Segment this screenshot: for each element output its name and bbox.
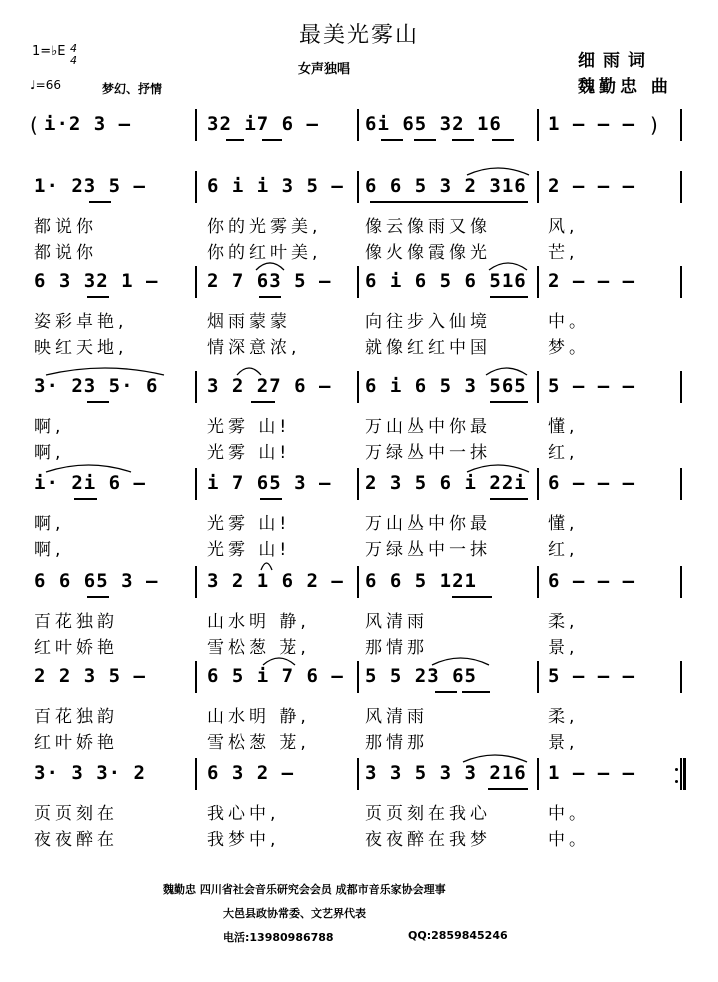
- bar-line: [195, 371, 197, 403]
- song-title: 最美光雾山: [298, 23, 419, 48]
- measure-notes: 6 3 32 1 –: [34, 270, 159, 292]
- measure-notes: 1 – – –: [548, 762, 636, 784]
- measure-notes: 6 5 i 7 6 –: [207, 665, 344, 687]
- measure-notes: 2 7 63 5 –: [207, 270, 332, 292]
- measure-notes: 6 6 5 3 2 316: [365, 175, 527, 197]
- song-subtitle: 女声独唱: [298, 62, 351, 77]
- measure-notes: 1· 23 5 –: [34, 175, 146, 197]
- bar-line: [195, 171, 197, 203]
- measure-notes: 1 – – –: [548, 113, 636, 135]
- beam-underline: [262, 139, 282, 141]
- bar-line: [357, 171, 359, 203]
- lyric-verse-1: 百花独韵: [34, 707, 118, 727]
- lyric-verse-2: 都说你: [34, 243, 97, 263]
- bar-line: [680, 468, 682, 500]
- beam-underline: [452, 596, 492, 598]
- bar-line: [537, 371, 539, 403]
- lyric-verse-2: 中。: [548, 830, 590, 850]
- lyric-verse-2: 你的红叶美,: [207, 243, 322, 263]
- score-system: [0, 375, 718, 463]
- beam-underline: [259, 296, 281, 298]
- beam-underline: [414, 139, 436, 141]
- lyric-verse-1: 柔,: [548, 612, 579, 632]
- lyric-verse-1: 向往步入仙境: [365, 312, 491, 332]
- lyric-verse-1: 柔,: [548, 707, 579, 727]
- lyric-verse-1: 万山丛中你最: [365, 514, 491, 534]
- score-system: [0, 472, 718, 560]
- lyric-verse-2: 万绿丛中一抹: [365, 540, 491, 560]
- intro-close-paren: ): [650, 113, 658, 137]
- lyric-verse-2: 光雾 山!: [207, 540, 291, 560]
- measure-notes: 6 3 2 –: [207, 762, 295, 784]
- final-bar-line: [683, 758, 686, 790]
- measure-notes: 3 3 5 3 3 216: [365, 762, 527, 784]
- bar-line: [357, 661, 359, 693]
- tempo-marking: ♩=66: [30, 78, 61, 92]
- lyric-verse-1: 你的光雾美,: [207, 217, 322, 237]
- bar-line: [537, 566, 539, 598]
- bar-line: [680, 371, 682, 403]
- beam-underline: [370, 201, 528, 203]
- footer-qq: QQ:2859845246: [408, 929, 508, 942]
- measure-notes: 6i 65 32 16: [365, 113, 502, 135]
- bar-line: [537, 266, 539, 298]
- bar-line: [357, 758, 359, 790]
- tie-slur: [45, 460, 132, 474]
- lyric-verse-1: 百花独韵: [34, 612, 118, 632]
- beam-underline: [87, 401, 109, 403]
- lyric-verse-1: 啊,: [34, 417, 65, 437]
- measure-notes: 2 3 5 6 i 22i: [365, 472, 527, 494]
- lyric-verse-1: 懂,: [548, 417, 579, 437]
- measure-notes: i 7 65 3 –: [207, 472, 332, 494]
- bar-line: [680, 266, 682, 298]
- beam-underline: [452, 139, 474, 141]
- lyric-verse-2: 红,: [548, 540, 579, 560]
- tie-slur: [236, 363, 262, 377]
- lyric-verse-1: 光雾 山!: [207, 417, 291, 437]
- measure-notes: 6 i 6 5 6 516: [365, 270, 527, 292]
- lyric-verse-2: 芒,: [548, 243, 579, 263]
- tie-slur: [255, 258, 285, 272]
- lyric-verse-2: 红叶娇艳: [34, 638, 118, 658]
- beam-underline: [490, 498, 528, 500]
- bar-line: [357, 109, 359, 141]
- measure-notes: 3 2 27 6 –: [207, 375, 332, 397]
- bar-line: [357, 566, 359, 598]
- lyric-verse-1: 万山丛中你最: [365, 417, 491, 437]
- lyric-verse-2: 景,: [548, 733, 579, 753]
- bar-line: [195, 758, 197, 790]
- measure-notes: 32 i7 6 –: [207, 113, 319, 135]
- bar-line: [357, 371, 359, 403]
- time-signature: [70, 43, 77, 67]
- tie-slur: [431, 653, 490, 667]
- measure-notes: i·2 3 –: [44, 113, 132, 135]
- style-marking: 梦幻、抒情: [102, 82, 163, 96]
- measure-notes: 6 i 6 5 3 565: [365, 375, 527, 397]
- bar-line: [357, 266, 359, 298]
- measure-notes: 2 – – –: [548, 175, 636, 197]
- lyric-verse-1: 像云像雨又像: [365, 217, 491, 237]
- lyric-verse-2: 红,: [548, 443, 579, 463]
- lyric-verse-1: 中。: [548, 312, 590, 332]
- bar-line: [195, 566, 197, 598]
- bar-line: [537, 661, 539, 693]
- beam-underline: [490, 296, 528, 298]
- bar-line: [537, 758, 539, 790]
- lyric-verse-2: 光雾 山!: [207, 443, 291, 463]
- measure-notes: 6 6 5 121: [365, 570, 477, 592]
- tie-slur: [462, 750, 528, 764]
- beam-underline: [89, 201, 111, 203]
- lyric-verse-1: 懂,: [548, 514, 579, 534]
- beam-underline: [87, 296, 109, 298]
- lyric-verse-1: 都说你: [34, 217, 97, 237]
- tie-slur: [485, 363, 528, 377]
- beam-underline: [462, 691, 490, 693]
- lyric-verse-1: 页页刻在我心: [365, 804, 491, 824]
- lyric-verse-2: 那情那: [365, 638, 428, 658]
- footer-line1: 魏勤忠 四川省社会音乐研究会会员 成都市音乐家协会理事: [163, 883, 446, 896]
- score-system: [0, 762, 718, 850]
- bar-line: [195, 109, 197, 141]
- bar-line: [537, 468, 539, 500]
- tie-slur: [262, 653, 296, 667]
- measure-notes: 3 2 1 6 2 –: [207, 570, 344, 592]
- lyric-verse-2: 万绿丛中一抹: [365, 443, 491, 463]
- beam-underline: [490, 401, 528, 403]
- bar-line: [680, 109, 682, 141]
- time-signature-top: 4: [70, 42, 77, 55]
- lyricist-credit: 细雨词: [578, 51, 653, 71]
- composer-credit: 魏勤忠 曲: [578, 77, 672, 97]
- lyric-verse-1: 山水明 静,: [207, 707, 310, 727]
- repeat-dot: [675, 780, 678, 783]
- lyric-verse-2: 我梦中,: [207, 830, 280, 850]
- tie-slur: [488, 258, 528, 272]
- lyric-verse-2: 情深意浓,: [207, 338, 301, 358]
- measure-notes: 2 2 3 5 –: [34, 665, 146, 687]
- lyric-verse-1: 页页刻在: [34, 804, 118, 824]
- intro-open-paren: (: [30, 113, 38, 137]
- score-system: [0, 175, 718, 263]
- tie-slur: [466, 460, 530, 474]
- tie-slur: [466, 163, 530, 177]
- lyric-verse-2: 那情那: [365, 733, 428, 753]
- lyric-verse-2: 就像红红中国: [365, 338, 491, 358]
- measure-notes: 5 5 23 65: [365, 665, 477, 687]
- measure-notes: 6 6 65 3 –: [34, 570, 159, 592]
- measure-notes: 6 – – –: [548, 472, 636, 494]
- lyric-verse-1: 姿彩卓艳,: [34, 312, 128, 332]
- measure-notes: i· 2i 6 –: [34, 472, 146, 494]
- beam-underline: [381, 139, 403, 141]
- bar-line: [195, 468, 197, 500]
- beam-underline: [488, 788, 528, 790]
- lyric-verse-1: 啊,: [34, 514, 65, 534]
- bar-line: [680, 171, 682, 203]
- footer-phone: 电活:13980986788: [223, 931, 334, 944]
- measure-notes: 6 i i 3 5 –: [207, 175, 344, 197]
- measure-notes: 3· 3 3· 2: [34, 762, 146, 784]
- key-signature: 1=♭E: [32, 44, 66, 59]
- lyric-verse-2: 景,: [548, 638, 579, 658]
- beam-underline: [87, 596, 109, 598]
- lyric-verse-2: 夜夜醉在我梦: [365, 830, 491, 850]
- beam-underline: [435, 691, 457, 693]
- bar-line: [537, 171, 539, 203]
- beam-underline: [251, 401, 275, 403]
- lyric-verse-2: 像火像霞像光: [365, 243, 491, 263]
- lyric-verse-1: 风清雨: [365, 612, 428, 632]
- beam-underline: [492, 139, 514, 141]
- bar-line: [680, 566, 682, 598]
- lyric-verse-2: 映红天地,: [34, 338, 128, 358]
- tie-slur: [260, 558, 273, 572]
- repeat-dot: [675, 768, 678, 771]
- measure-notes: 5 – – –: [548, 665, 636, 687]
- score-system: [0, 270, 718, 358]
- beam-underline: [226, 139, 244, 141]
- lyric-verse-2: 雪松葱 茏,: [207, 638, 310, 658]
- lyric-verse-1: 光雾 山!: [207, 514, 291, 534]
- footer-line2: 大邑县政协常委、文艺界代表: [223, 907, 366, 920]
- lyric-verse-2: 雪松葱 茏,: [207, 733, 310, 753]
- lyric-verse-1: 风清雨: [365, 707, 428, 727]
- tie-slur: [45, 363, 165, 377]
- lyric-verse-2: 梦。: [548, 338, 590, 358]
- bar-line: [537, 109, 539, 141]
- lyric-verse-2: 夜夜醉在: [34, 830, 118, 850]
- lyric-verse-1: 我心中,: [207, 804, 280, 824]
- bar-line: [357, 468, 359, 500]
- measure-notes: 3· 23 5· 6: [34, 375, 159, 397]
- score-system: [0, 665, 718, 753]
- beam-underline: [260, 498, 282, 500]
- lyric-verse-2: 啊,: [34, 540, 65, 560]
- beam-underline: [74, 498, 97, 500]
- measure-notes: 5 – – –: [548, 375, 636, 397]
- lyric-verse-2: 啊,: [34, 443, 65, 463]
- lyric-verse-1: 中。: [548, 804, 590, 824]
- lyric-verse-2: 红叶娇艳: [34, 733, 118, 753]
- bar-line: [195, 661, 197, 693]
- bar-line: [680, 758, 682, 790]
- lyric-verse-1: 风,: [548, 217, 579, 237]
- lyric-verse-1: 山水明 静,: [207, 612, 310, 632]
- bar-line: [680, 661, 682, 693]
- lyric-verse-1: 烟雨蒙蒙: [207, 312, 291, 332]
- measure-notes: 6 – – –: [548, 570, 636, 592]
- bar-line: [195, 266, 197, 298]
- score-system: [0, 570, 718, 658]
- time-signature-bottom: 4: [70, 54, 77, 67]
- measure-notes: 2 – – –: [548, 270, 636, 292]
